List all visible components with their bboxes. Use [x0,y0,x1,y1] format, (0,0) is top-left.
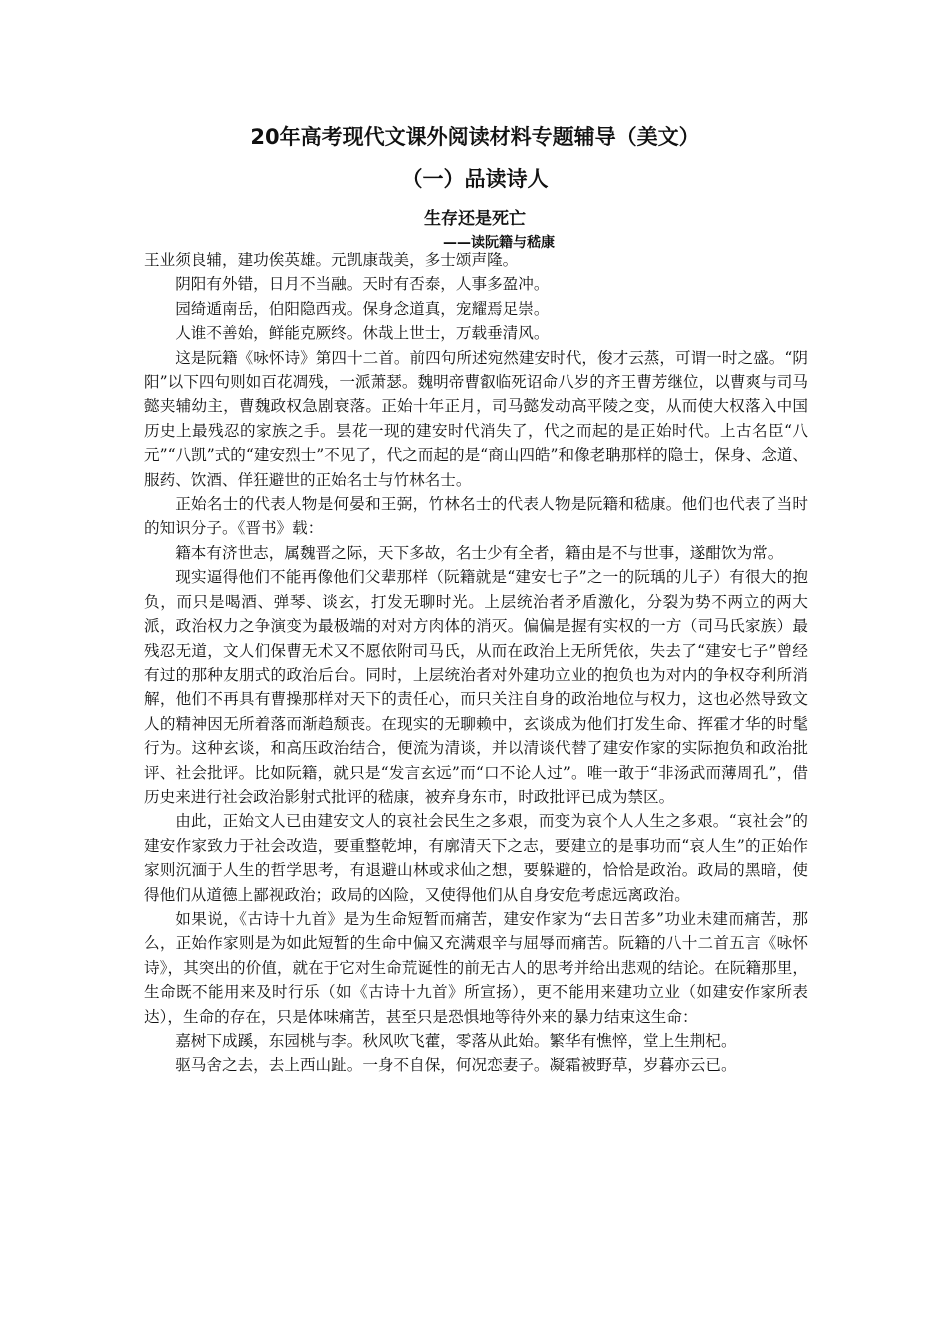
article-subtitle: ——读阮籍与嵇康 [443,235,555,251]
poem-line: 驱马舍之去，去上西山趾。一身不自保，何况恋妻子。凝霜被野草，岁暮亦云已。 [175,1056,737,1075]
quotation-paragraph: 籍本有济世志，属魏晋之际，天下多故，名士少有全者，籍由是不与世事，遂酣饮为常。 [175,543,784,562]
paragraph: 由此，正始文人已由建安文人的哀社会民生之多艰，而变为哀个人人生之多艰。“哀社会”的建安作家致力于社会改造，要重整乾坤，有廓清天下之志，要建立的是事功而“哀人生”的正始作家则沉湎于人生的哲学思考，有退避山林或求仙之想，要躲避的，恰恰是政治。政局的黑暗，使得他们从道德上鄙视政治；政局的凶险，又使得他们从自身安危考虑远离政治。 [144,812,808,904]
section-title: （一）品读诗人 [401,167,549,191]
main-title: 20年高考现代文课外阅读材料专题辅导（美文） [250,125,700,149]
poem-line: 王业须良辅，建功俟英雄。元凯康哉美，多士颂声隆。 [144,251,519,269]
poem-line: 嘉树下成蹊，东园桃与李。秋风吹飞藿，零落从此始。繁华有憔悴，堂上生荆杞。 [175,1032,737,1050]
poem-line: 园绮遁南岳，伯阳隐西戎。保身念道真，宠耀焉足崇。 [175,299,550,318]
poem-line: 阴阳有外错，日月不当融。天时有否泰，人事多盈冲。 [175,275,550,294]
paragraph: 现实逼得他们不能再像他们父辈那样（阮籍就是“建安七子”之一的阮瑀的儿子）有很大的抱负，而只是喝酒、弹琴、谈玄，打发无聊时光。上层统治者矛盾激化，分裂为势不两立的两大派，政治权力之争演变为最极端的对对方肉体的消灭。偏偏是握有实权的一方（司马氏家族）最残忍无道，文人们保曹无术又不愿依附司马氏，从而在政治上无所凭依，失去了“建安七子”曾经有过的那种友朋式的政治后台。同时，上层统治者对外建功立业的抱负也为对内的争权夺利所消解，他们不再具有曹操那样对天下的责任心，而只关注自身的政治地位与权力，这也必然导致文人的精神因无所着落而渐趋颓丧。在现实的无聊赖中，玄谈成为他们打发生命、挥霍才华的时髦行为。这种玄谈，和高压政治结合，便流为清谈，并以清谈代替了建安作家的实际抱负和政治批评、社会批评。比如阮籍，就只是“发言玄远”而“口不论人过”。唯一敢于“非汤武而薄周孔”，借历史来进行社会政治影射式批评的嵇康，被弃身东市，时政批评已成为禁区。 [144,568,808,806]
paragraph: 如果说，《古诗十九首》是为生命短暂而痛苦，建安作家为“去日苦多”功业未建而痛苦，那么，正始作家则是为如此短暂的生命中偏又充满艰辛与屈辱而痛苦。阮籍的八十二首五言《咏怀诗》，其突出的价值，就在于它对生命荒诞性的前无古人的思考并给出悲观的结论。在阮籍那里，生命既不能用来及时行乐（如《古诗十九首》所宣扬），更不能用来建功立业（如建安作家所表达），生命的存在，只是体味痛苦，甚至只是恐惧地等待外来的暴力结束这生命： [144,909,808,1026]
paragraph: 这是阮籍《咏怀诗》第四十二首。前四句所述宛然建安时代，俊才云蒸，可谓一时之盛。“阴阳”以下四句则如百花凋残，一派萧瑟。魏明帝曹叡临死诏命八岁的齐王曹芳继位，以曹爽与司马懿夹辅幼主，曹魏政权急剧衰落。正始十年正月，司马懿发动高平陵之变，从而使大权落入中国历史上最残忍的家族之手。昙花一现的建安时代消失了，代之而起的是正始时代。上古名臣“八元”“八凯”式的“建安烈士”不见了，代之而起的是“商山四皓”和像老聃那样的隐士，保身、念道、服药、饮酒、佯狂避世的正始名士与竹林名士。 [144,348,808,489]
paragraph: 正始名士的代表人物是何晏和王弼，竹林名士的代表人物是阮籍和嵇康。他们也代表了当时的知识分子。《晋书》载： [144,495,808,538]
article-body [144,248,808,1078]
poem-line: 人谁不善始，鲜能克厥终。休哉上世士，万载垂清风。 [175,324,550,343]
article-title: 生存还是死亡 [424,209,526,229]
